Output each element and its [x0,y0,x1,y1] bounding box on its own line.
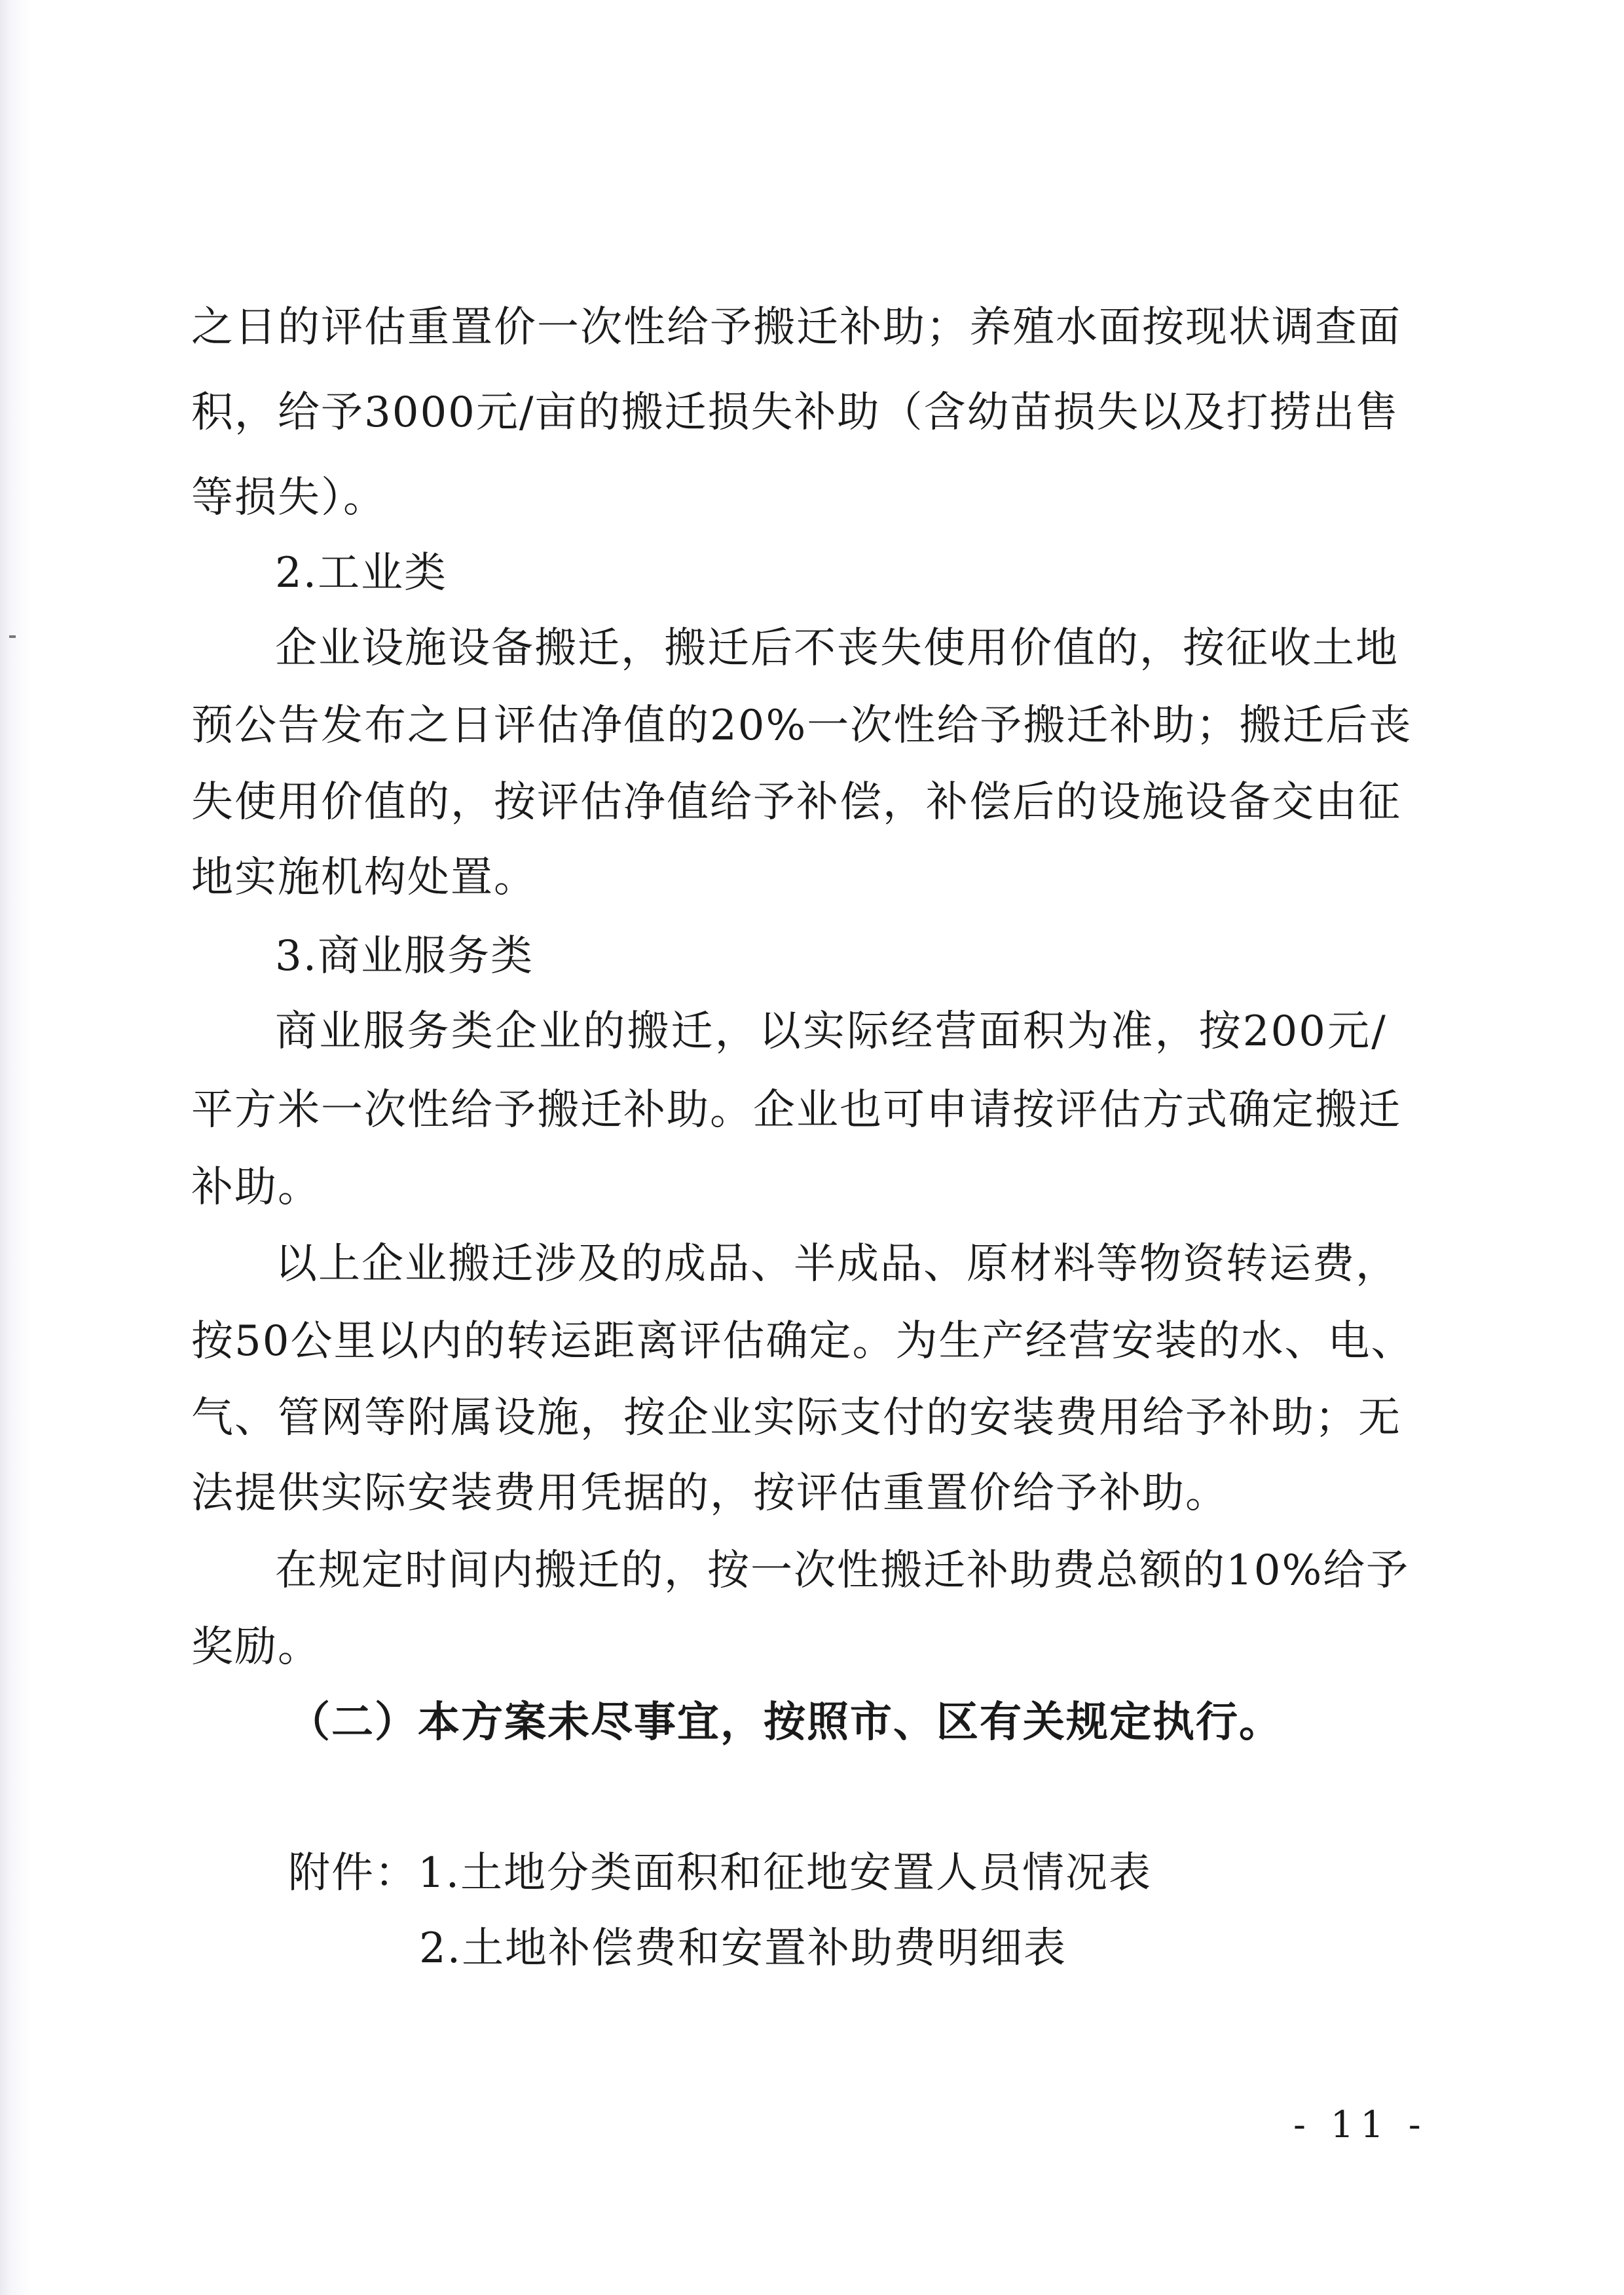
paragraph-line-18: 奖励。 [191,1623,321,1671]
paragraph-line-10: 商 业 服 务 类 企 业 的 搬 迁 ， 以 实 际 经 营 面 积 为 准 ， 按 200 元 / [275,1007,1387,1056]
section-heading-commerce: 3.商业服务类 [275,932,534,980]
paragraph-line-11: 平 方 米 一 次 性 给 予 搬 迁 补 助 。 企 业 也 可 申 请 按 评 估 方 式 确 定 搬 迁 [191,1086,1401,1134]
paragraph-line-5: 企 业 设 施 设 备 搬 迁 ， 搬 迁 后 不 丧 失 使 用 价 值 的 ， 按 征 收 土 地 [275,624,1399,673]
paragraph-line-3: 等损失）。 [191,474,386,522]
paragraph-line-14: 按 50 公 里 以 内 的 转 运 距 离 评 估 确 定 。 为 生 产 经 营 安 装 的 水 、 电 、 [191,1317,1414,1366]
paragraph-line-17: 在 规 定 时 间 内 搬 迁 的 ， 按 一 次 性 搬 迁 补 助 费 总 额 的 10% 给 予 [275,1546,1410,1595]
page-number: - 11 - [1293,2104,1428,2146]
section-line-supplementary: （二）本方案未尽事宜，按照市、区有关规定执行。 [288,1698,1282,1747]
attachments-block [288,1847,1152,1899]
paragraph-line-1: 之 日 的 评 估 重 置 价 一 次 性 给 予 搬 迁 补 助 ； 养 殖 水 面 按 现 状 调 查 面 [191,303,1401,352]
paragraph-line-15: 气 、 管 网 等 附 属 设 施 ， 按 企 业 实 际 支 付 的 安 装 费 用 给 予 补 助 ； 无 [191,1394,1401,1442]
scan-edge-mark [9,635,16,638]
attachment-item-1: 1.土地分类面积和征地安置人员情况表 [418,1849,1153,1897]
paragraph-line-8: 地实施机构处置。 [191,853,537,902]
paragraph-line-2: 积 ， 给 予 3000 元 / 亩 的 搬 迁 损 失 补 助 （ 含 幼 苗 损 失 以 及 打 捞 出 售 [191,388,1399,437]
attachments-label: 附件： [288,1849,418,1897]
paragraph-line-13: 以 上 企 业 搬 迁 涉 及 的 成 品 、 半 成 品 、 原 材 料 等 物 资 转 运 费 ， [275,1240,1399,1288]
attachment-item-2: 2.土地补偿费和安置补助费明细表 [419,1924,1067,1973]
paragraph-line-12: 补助。 [191,1163,321,1212]
paragraph-line-7: 失 使 用 价 值 的 ， 按 评 估 净 值 给 予 补 偿 ， 补 偿 后 的 设 施 设 备 交 由 征 [191,778,1401,827]
paragraph-line-16: 法提供实际安装费用凭据的，按评估重置价给予补助。 [191,1469,1228,1518]
section-heading-industry: 2.工业类 [275,549,448,597]
paragraph-line-6: 预 公 告 发 布 之 日 评 估 净 值 的 20% 一 次 性 给 予 搬 迁 补 助 ； 搬 迁 后 丧 [191,701,1412,750]
